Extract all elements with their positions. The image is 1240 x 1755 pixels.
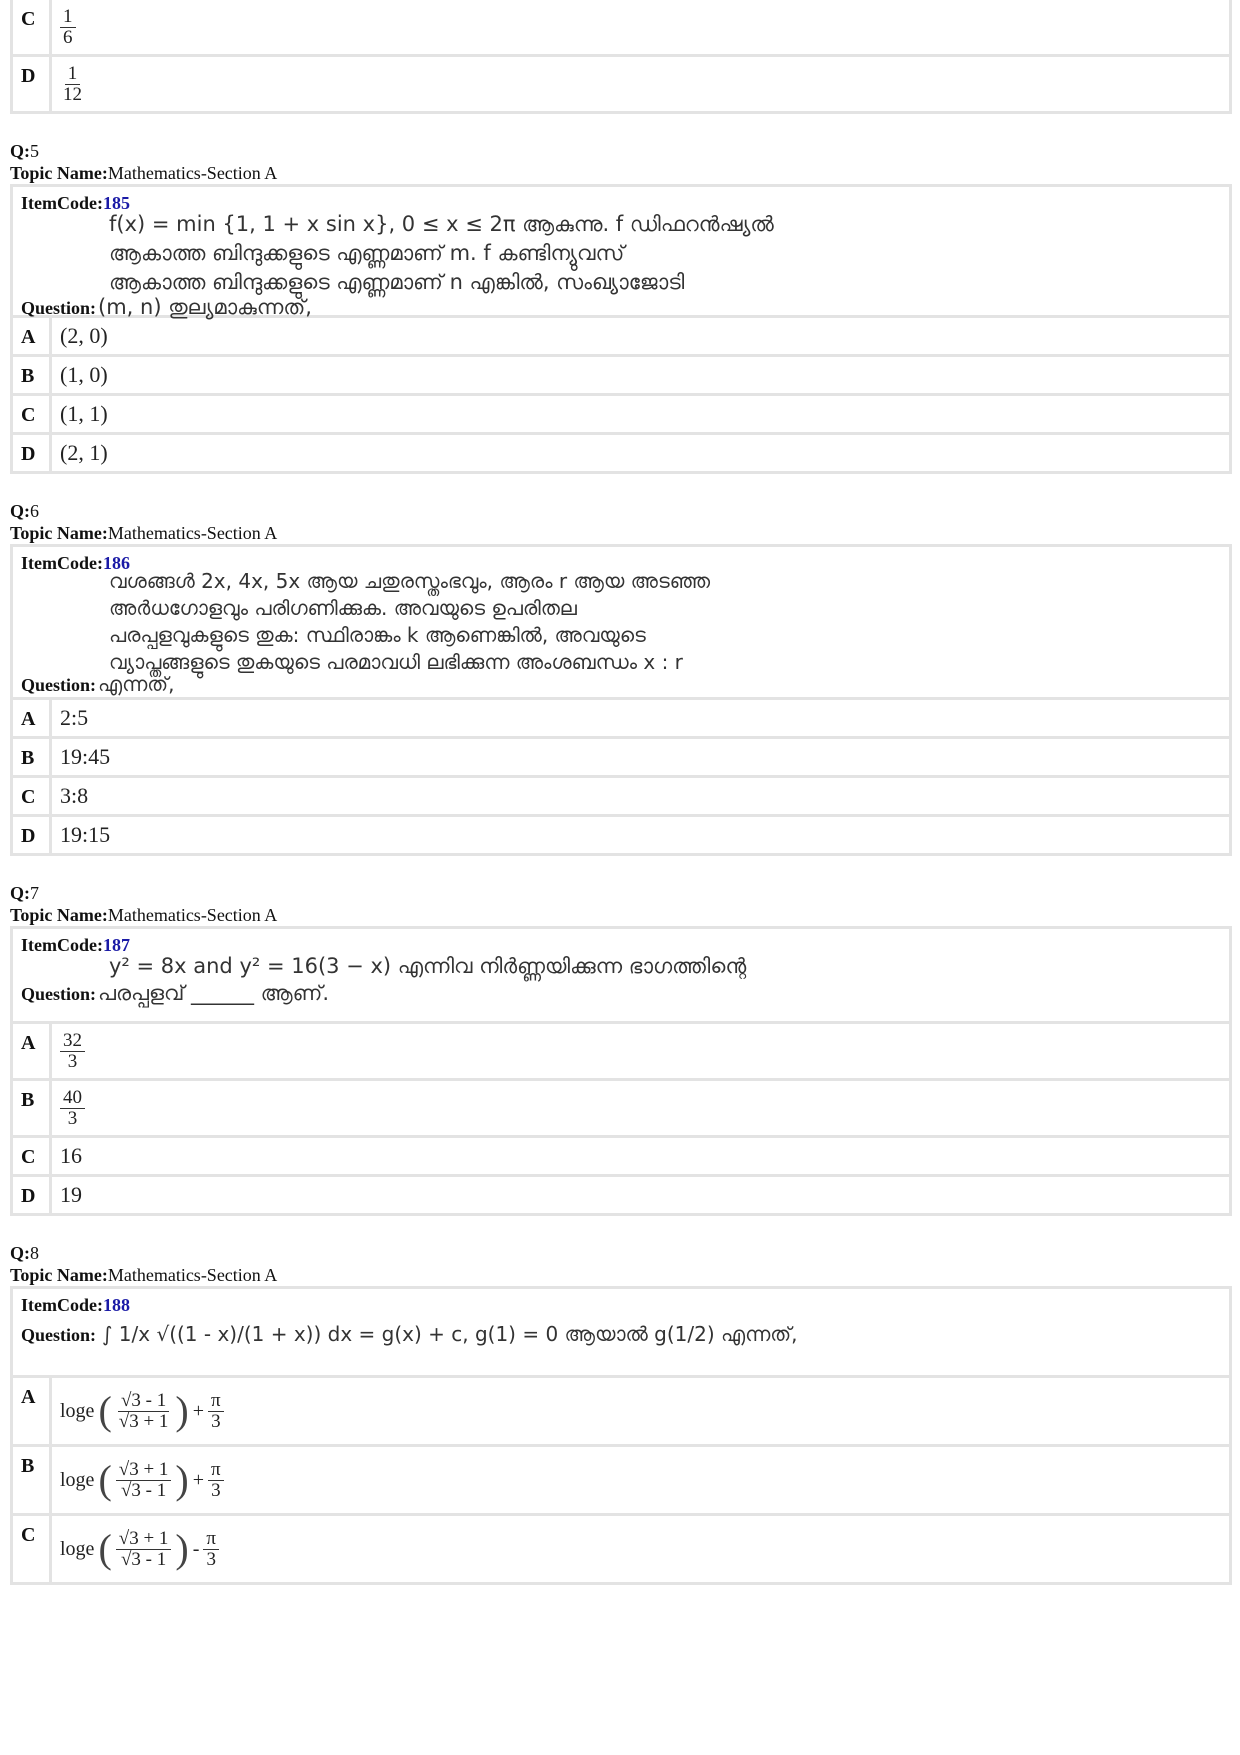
option-value xyxy=(52,0,84,54)
fraction xyxy=(60,1088,85,1129)
numerator: 1 xyxy=(60,7,76,28)
question-number: Q:5 xyxy=(10,141,39,161)
option-row[interactable] xyxy=(13,1177,1229,1213)
question-line: ആകാത്ത ബിന്ദുക്കളുടെ എണ്ണമാണ് m. f കണ്ടിന്യുവസ് xyxy=(109,241,625,265)
option-letter: C xyxy=(13,1138,52,1174)
log-text: loge xyxy=(60,1468,95,1491)
question-label: Question: xyxy=(21,298,97,318)
question-label: Question: xyxy=(21,675,97,695)
option-row[interactable] xyxy=(13,1138,1229,1177)
question-label: Question: xyxy=(21,1325,97,1345)
denominator: √3 + 1 xyxy=(118,1410,169,1432)
option-value: 2:5 xyxy=(60,705,89,730)
question-box xyxy=(10,1286,1232,1585)
option-letter: D xyxy=(13,817,52,853)
option-value xyxy=(52,1024,93,1078)
option-row[interactable] xyxy=(13,0,1229,57)
denominator: 3 xyxy=(67,1050,78,1072)
option-value: 19 xyxy=(60,1182,82,1207)
numerator: π xyxy=(203,1529,219,1550)
denominator: 3 xyxy=(206,1548,216,1570)
question-block-7 xyxy=(10,882,1232,1216)
item-code: ItemCode:186 xyxy=(21,553,130,573)
log-text: loge xyxy=(60,1399,95,1422)
paren-close-icon: ) xyxy=(175,1388,189,1433)
option-value: 19:15 xyxy=(60,822,111,847)
question-line: വശങ്ങൾ 2x, 4x, 5x ആയ ചതുരസ്തംഭവും, ആരം r ആയ അടഞ്ഞ xyxy=(109,569,711,593)
question-line: (m, n) തുല്യമാകുന്നത്, xyxy=(98,295,312,319)
question-block-6 xyxy=(10,500,1232,856)
question-line: ആകാത്ത ബിന്ദുക്കളുടെ എണ്ണമാണ് n എങ്കിൽ, സംഖ്യാജോടി xyxy=(109,270,685,294)
numerator: 32 xyxy=(60,1031,85,1052)
topic-line: Topic Name:Mathematics-Section A xyxy=(10,905,278,925)
option-row[interactable] xyxy=(13,778,1229,817)
denominator: 3 xyxy=(67,1107,78,1129)
page xyxy=(10,0,1232,1585)
numerator: √3 + 1 xyxy=(116,1529,172,1550)
option-letter: A xyxy=(13,318,52,354)
question-line: വ്യാപ്തങ്ങളുടെ തുകയുടെ പരമാവധി ലഭിക്കുന്ന അംശബന്ധം x : r xyxy=(109,650,683,674)
topic-line: Topic Name:Mathematics-Section A xyxy=(10,1265,278,1285)
fraction xyxy=(116,1529,172,1570)
option-row[interactable] xyxy=(13,1447,1229,1516)
question-box xyxy=(10,184,1232,474)
denominator: 3 xyxy=(211,1410,221,1432)
q4-options xyxy=(10,0,1232,114)
denominator: 12 xyxy=(63,83,82,105)
fraction xyxy=(60,1031,85,1072)
option-letter: B xyxy=(13,357,52,393)
numerator: 40 xyxy=(60,1088,85,1109)
numerator: √3 + 1 xyxy=(116,1460,172,1481)
question-box xyxy=(10,544,1232,856)
option-letter: D xyxy=(13,1177,52,1213)
option-row[interactable] xyxy=(13,1378,1229,1447)
denominator: √3 - 1 xyxy=(120,1548,167,1570)
option-letter: C xyxy=(13,396,52,432)
option-value: (1, 1) xyxy=(60,401,108,426)
option-value xyxy=(52,57,93,111)
item-code: ItemCode:188 xyxy=(21,1295,130,1315)
option-letter: C xyxy=(13,0,52,54)
numerator: √3 - 1 xyxy=(118,1391,169,1412)
option-letter: C xyxy=(13,778,52,814)
option-letter: B xyxy=(13,739,52,775)
paren-close-icon: ) xyxy=(175,1457,189,1502)
sign: - xyxy=(192,1537,200,1560)
option-row[interactable] xyxy=(13,817,1229,853)
fraction xyxy=(60,64,85,105)
question-number: Q:6 xyxy=(10,501,39,521)
option-value xyxy=(52,1516,227,1582)
option-value xyxy=(52,1081,93,1135)
option-value: (2, 1) xyxy=(60,440,108,465)
option-letter: D xyxy=(13,57,52,111)
option-row[interactable] xyxy=(13,396,1229,435)
sign: + xyxy=(192,1468,205,1491)
denominator: 3 xyxy=(211,1479,221,1501)
option-row[interactable] xyxy=(13,435,1229,471)
option-value: 3:8 xyxy=(60,783,89,808)
question-line: എന്നത്, xyxy=(98,672,175,696)
paren-open-icon: ( xyxy=(98,1526,112,1571)
question-block-8 xyxy=(10,1242,1232,1585)
option-row[interactable] xyxy=(13,1024,1229,1081)
paren-open-icon: ( xyxy=(98,1388,112,1433)
item-code: ItemCode:187 xyxy=(21,935,130,955)
fraction xyxy=(208,1460,224,1501)
question-number: Q:7 xyxy=(10,883,39,903)
paren-close-icon: ) xyxy=(175,1526,189,1571)
item-code: ItemCode:185 xyxy=(21,193,130,213)
option-row[interactable] xyxy=(13,700,1229,739)
question-label: Question: xyxy=(21,984,97,1004)
question-text xyxy=(109,568,1221,676)
sign: + xyxy=(192,1399,205,1422)
option-row[interactable] xyxy=(13,357,1229,396)
option-letter: B xyxy=(13,1447,52,1513)
option-row[interactable] xyxy=(13,57,1229,111)
question-line: ∫ 1/x √((1 - x)/(1 + x)) dx = g(x) + c, g(1) = 0 ആയാൽ g(1/2) എന്നത്, xyxy=(102,1322,798,1346)
question-area xyxy=(13,187,1229,318)
option-value: 16 xyxy=(60,1143,82,1168)
option-letter: B xyxy=(13,1081,52,1135)
question-line: പരപ്പളവുകളുടെ തുക: സ്ഥിരാങ്കം k ആണെങ്കിൽ, അവയുടെ xyxy=(109,623,646,647)
numerator: π xyxy=(208,1391,224,1412)
topic-line: Topic Name:Mathematics-Section A xyxy=(10,163,278,183)
question-line: f(x) = min {1, 1 + x sin x}, 0 ≤ x ≤ 2π ആകുന്നു. f ഡിഫറൻഷ്യൽ xyxy=(109,212,774,236)
question-block-5 xyxy=(10,140,1232,474)
topic-line: Topic Name:Mathematics-Section A xyxy=(10,523,278,543)
option-row[interactable] xyxy=(13,1516,1229,1582)
fraction xyxy=(116,1460,172,1501)
question-line: അർധഗോളവും പരിഗണിക്കുക. അവയുടെ ഉപരിതല xyxy=(109,596,577,620)
option-value: (2, 0) xyxy=(60,323,108,348)
question-area xyxy=(13,1289,1229,1378)
denominator: 6 xyxy=(63,26,73,48)
question-box xyxy=(10,926,1232,1216)
option-value xyxy=(52,1378,232,1444)
option-value xyxy=(52,1447,232,1513)
question-text xyxy=(109,210,1221,297)
option-letter: C xyxy=(13,1516,52,1582)
fraction xyxy=(208,1391,224,1432)
question-line: y² = 8x and y² = 16(3 − x) എന്നിവ നിർണ്ണയിക്കുന്ന ഭാഗത്തിന്റെ xyxy=(109,954,747,978)
option-value: 19:45 xyxy=(60,744,111,769)
question-area xyxy=(13,929,1229,1024)
question-number: Q:8 xyxy=(10,1243,39,1263)
option-row[interactable] xyxy=(13,1081,1229,1138)
option-row[interactable] xyxy=(13,739,1229,778)
fraction xyxy=(116,1391,172,1432)
question-area xyxy=(13,547,1229,700)
fraction xyxy=(203,1529,219,1570)
option-letter: D xyxy=(13,435,52,471)
option-letter: A xyxy=(13,1378,52,1444)
paren-open-icon: ( xyxy=(98,1457,112,1502)
denominator: √3 - 1 xyxy=(120,1479,167,1501)
fraction xyxy=(60,7,76,48)
option-letter: A xyxy=(13,700,52,736)
numerator: 1 xyxy=(65,64,81,85)
log-text: loge xyxy=(60,1537,95,1560)
option-letter: A xyxy=(13,1024,52,1078)
question-line: പരപ്പളവ് ______ ആണ്. xyxy=(98,981,330,1005)
option-row[interactable] xyxy=(13,318,1229,357)
numerator: π xyxy=(208,1460,224,1481)
option-value: (1, 0) xyxy=(60,362,108,387)
